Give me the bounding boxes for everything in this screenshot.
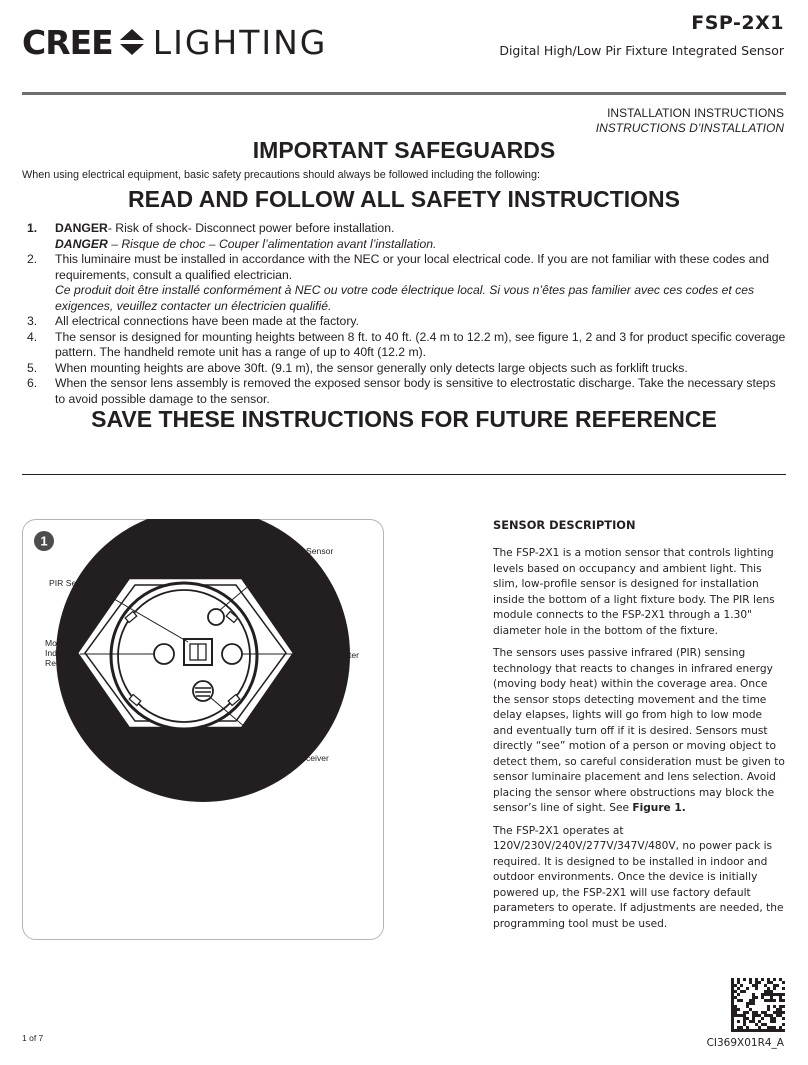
matrix-cell [749, 1008, 752, 1011]
item-number: 4. [27, 329, 38, 344]
matrix-cell [746, 1017, 749, 1020]
matrix-cell [755, 978, 758, 981]
matrix-cell [746, 1029, 749, 1032]
matrix-cell [755, 1014, 758, 1017]
matrix-cell [731, 999, 734, 1002]
matrix-cell [737, 1029, 740, 1032]
matrix-cell [761, 1023, 764, 1026]
matrix-cell [755, 987, 758, 990]
matrix-cell [779, 996, 782, 999]
matrix-cell [743, 1014, 746, 1017]
matrix-cell [767, 1005, 770, 1008]
figure-number: 1 [40, 533, 48, 549]
matrix-cell [767, 993, 770, 996]
matrix-cell [731, 993, 734, 996]
matrix-cell [734, 984, 737, 987]
matrix-cell [752, 984, 755, 987]
matrix-cell [740, 999, 743, 1002]
item-number: 1. [27, 221, 38, 235]
matrix-cell [773, 993, 776, 996]
item-text: This luminaire must be installed in accordance with the NEC or your local electrical code. If you are not familiar with these codes and requirements, consult a qualified electrician. [55, 252, 769, 282]
matrix-cell [746, 1026, 749, 1029]
matrix-cell [746, 1005, 749, 1008]
matrix-cell [776, 1008, 779, 1011]
list-item [22, 221, 786, 252]
matrix-cell [770, 1014, 773, 1017]
figure-1-diagram [22, 519, 384, 940]
list-item [22, 252, 786, 314]
matrix-cell [767, 1008, 770, 1011]
ir-transmitter [222, 644, 242, 664]
installation-label-fr: INSTRUCTIONS D’INSTALLATION [595, 121, 784, 135]
matrix-cell [764, 984, 767, 987]
matrix-cell [773, 1005, 776, 1008]
sensor-description-body [493, 546, 785, 939]
matrix-cell [776, 984, 779, 987]
sensor-description-p1: The FSP-2X1 is a motion sensor that controls lighting levels based on occupancy and ambient light. This slim, low-profile sensor is designed for installation inside the bottom of a light fixture body. The PIR lens module connects to the FSP-2X1 through a 1.30" diameter hole in the bottom of the fixture. [493, 547, 775, 637]
matrix-cell [767, 990, 770, 993]
list-item [22, 376, 786, 407]
matrix-cell [770, 990, 773, 993]
matrix-cell [731, 1023, 734, 1026]
matrix-cell [770, 1020, 773, 1023]
item-text: - Risk of shock- Disconnect power before installation. [107, 221, 395, 235]
matrix-cell [731, 1017, 734, 1020]
matrix-cell [740, 1026, 743, 1029]
ir-receiver [193, 681, 213, 701]
label-motion-indicator-2: Indicator [45, 648, 78, 658]
safety-instructions-list [22, 221, 786, 407]
matrix-cell [773, 1029, 776, 1032]
matrix-cell [779, 1005, 782, 1008]
matrix-cell [779, 1029, 782, 1032]
matrix-cell [782, 999, 785, 1002]
motion-indicator-led [154, 644, 174, 664]
matrix-cell [743, 978, 746, 981]
matrix-cell [755, 1029, 758, 1032]
matrix-cell [752, 1017, 755, 1020]
matrix-cell [743, 1011, 746, 1014]
matrix-cell [755, 981, 758, 984]
matrix-cell [737, 1020, 740, 1023]
model-number: FSP-2X1 [691, 12, 784, 34]
save-instructions-heading: SAVE THESE INSTRUCTIONS FOR FUTURE REFERENCE [91, 406, 717, 432]
matrix-cell [746, 1002, 749, 1005]
matrix-cell [749, 1029, 752, 1032]
matrix-cell [758, 1026, 761, 1029]
list-item [22, 314, 786, 330]
matrix-cell [782, 1017, 785, 1020]
matrix-cell [773, 984, 776, 987]
matrix-cell [749, 978, 752, 981]
matrix-cell [770, 1017, 773, 1020]
matrix-cell [749, 1002, 752, 1005]
list-item [22, 330, 786, 361]
item-number: 5. [27, 360, 38, 375]
matrix-cell [752, 996, 755, 999]
matrix-cell [752, 1002, 755, 1005]
matrix-cell [734, 1029, 737, 1032]
matrix-cell [734, 1014, 737, 1017]
matrix-cell [731, 1014, 734, 1017]
item-text: When mounting heights are above 30ft. (9.1 m), the sensor generally only detects large objects such as forklift trucks. [55, 360, 688, 375]
logo-cree-text: CREE [22, 22, 113, 62]
matrix-cell [734, 1011, 737, 1014]
matrix-cell [761, 996, 764, 999]
matrix-cell [731, 1029, 734, 1032]
matrix-cell [776, 1014, 779, 1017]
matrix-cell [758, 1020, 761, 1023]
matrix-cell [779, 1014, 782, 1017]
installation-label [596, 106, 784, 136]
document-code: CI369X01R4_A [706, 1037, 784, 1049]
item-text-fr: Ce produit doit être installé conformément à NEC ou votre code électrique local. Si vous n’êtes pas familier avec ces codes et ces exigences, veuillez contacter un électricien qualifié. [55, 283, 755, 313]
sensor-description-p3: The FSP-2X1 operates at 120V/230V/240V/277V/347V/480V, no power pack is required. It is designed to be installed in indoor and outdoor environments. Once the device is initially powered up, the FSP-2X1 will use factory default parameters to operate. If adjustments are needed, the programming tool must be used. [493, 824, 784, 930]
sensor-description-heading: SENSOR DESCRIPTION [493, 518, 636, 532]
matrix-cell [734, 1005, 737, 1008]
cree-lighting-logo [22, 20, 327, 64]
matrix-cell [746, 1011, 749, 1014]
matrix-cell [731, 984, 734, 987]
matrix-cell [782, 1029, 785, 1032]
matrix-cell [773, 978, 776, 981]
matrix-cell [743, 1023, 746, 1026]
item-number: 6. [27, 376, 38, 390]
light-sensor [208, 609, 224, 625]
matrix-cell [743, 1017, 746, 1020]
matrix-cell [770, 999, 773, 1002]
item-text: When the sensor lens assembly is removed the exposed sensor body is sensitive to electrostatic discharge. Take the necessary steps to avoid possible damage to the sensor. [55, 376, 776, 406]
matrix-cell [752, 1014, 755, 1017]
installation-label-en: INSTALLATION INSTRUCTIONS [607, 106, 784, 120]
matrix-cell [779, 1026, 782, 1029]
label-motion-indicator-1: Motion [45, 638, 71, 648]
matrix-cell [749, 999, 752, 1002]
matrix-cell [740, 1029, 743, 1032]
matrix-cell [740, 990, 743, 993]
data-matrix-code [731, 978, 785, 1032]
item-text: The sensor is designed for mounting heights between 8 ft. to 40 ft. (2.4 m to 12.2 m), see figure 1, 2 and 3 for product specific coverage pattern. The handheld remote unit has a range of up to 40ft (12.2 m). [55, 329, 786, 359]
matrix-cell [734, 990, 737, 993]
matrix-cell [761, 1017, 764, 1020]
important-safeguards-heading: IMPORTANT SAFEGUARDS [252, 137, 556, 163]
matrix-cell [758, 981, 761, 984]
matrix-cell [731, 978, 734, 981]
matrix-cell [764, 1023, 767, 1026]
matrix-cell [761, 993, 764, 996]
matrix-cell [767, 987, 770, 990]
item-text-fr [55, 237, 786, 253]
matrix-cell [761, 1011, 764, 1014]
matrix-cell [767, 981, 770, 984]
matrix-cell [779, 993, 782, 996]
matrix-cell [752, 1029, 755, 1032]
item-number: 3. [27, 314, 38, 328]
label-light-sensor: Light Sensor [285, 546, 334, 556]
matrix-cell [779, 1011, 782, 1014]
cree-chevron-icon [119, 28, 145, 56]
matrix-cell [779, 978, 782, 981]
matrix-cell [758, 1029, 761, 1032]
matrix-cell [779, 1008, 782, 1011]
matrix-cell [731, 1002, 734, 1005]
matrix-cell [776, 993, 779, 996]
label-motion-indicator-3: Red LED [45, 658, 80, 668]
matrix-cell [731, 981, 734, 984]
matrix-cell [743, 1029, 746, 1032]
matrix-cell [767, 1026, 770, 1029]
sensor-description-p2-text: The sensors uses passive infrared (PIR) sensing technology that reacts to changes in infrared energy (moving body heat) within the coverage area. Once the sensor stops detecting movement and the time delay elapses, lights will go from high to low mode and eventually turn off if it is desired. Sensors must directly “see” motion of a person or moving object to detect them, so careful consideration must be given to sensor luminaire placement and lens selection. Avoid placing the sensor where obstructions may block the sensor’s line of sight. See [493, 647, 785, 814]
matrix-cell [782, 993, 785, 996]
matrix-cell [740, 1014, 743, 1017]
label-pir-sensor: PIR Sensor [49, 578, 93, 588]
matrix-cell [764, 999, 767, 1002]
matrix-cell [773, 1026, 776, 1029]
matrix-cell [752, 993, 755, 996]
matrix-cell [776, 1011, 779, 1014]
matrix-cell [764, 990, 767, 993]
matrix-cell [734, 1008, 737, 1011]
matrix-cell [731, 1005, 734, 1008]
matrix-cell [737, 1014, 740, 1017]
item-text: All electrical connections have been made at the factory. [55, 314, 359, 328]
matrix-cell [782, 1005, 785, 1008]
matrix-cell [755, 996, 758, 999]
matrix-cell [731, 1026, 734, 1029]
matrix-cell [770, 981, 773, 984]
page-number: 1 of 7 [22, 1033, 44, 1043]
section-divider [22, 474, 786, 475]
matrix-cell [731, 987, 734, 990]
matrix-cell [773, 1020, 776, 1023]
matrix-cell [731, 1020, 734, 1023]
matrix-cell [773, 1017, 776, 1020]
matrix-cell [737, 993, 740, 996]
matrix-cell [737, 987, 740, 990]
matrix-cell [764, 993, 767, 996]
matrix-cell [731, 990, 734, 993]
matrix-cell [749, 981, 752, 984]
matrix-cell [737, 981, 740, 984]
safeguards-intro: When using electrical equipment, basic safety precautions should always be followed including the following: [22, 169, 540, 181]
matrix-cell [764, 1029, 767, 1032]
matrix-cell [731, 1008, 734, 1011]
label-ir-transmitter: IR Transmitter [305, 650, 359, 660]
matrix-cell [755, 1023, 758, 1026]
matrix-cell [782, 1023, 785, 1026]
matrix-cell [773, 999, 776, 1002]
matrix-cell [752, 999, 755, 1002]
matrix-cell [737, 1026, 740, 1029]
product-subtitle: Digital High/Low Pir Fixture Integrated Sensor [499, 43, 784, 58]
item-number: 2. [27, 252, 38, 266]
matrix-cell [737, 1008, 740, 1011]
matrix-cell [776, 1029, 779, 1032]
matrix-cell [767, 1014, 770, 1017]
matrix-cell [755, 1011, 758, 1014]
matrix-cell [782, 987, 785, 990]
matrix-cell [767, 999, 770, 1002]
matrix-cell [770, 993, 773, 996]
matrix-cell [779, 999, 782, 1002]
matrix-cell [731, 1011, 734, 1014]
matrix-cell [743, 990, 746, 993]
list-item [22, 361, 786, 377]
matrix-cell [749, 1020, 752, 1023]
matrix-cell [758, 1014, 761, 1017]
matrix-cell [770, 1029, 773, 1032]
header-divider [22, 92, 786, 95]
matrix-cell [743, 1020, 746, 1023]
matrix-cell [773, 1011, 776, 1014]
matrix-cell [770, 996, 773, 999]
danger-text-fr: – Risque de choc – Couper l’alimentation avant l’installation. [107, 236, 437, 251]
matrix-cell [770, 1026, 773, 1029]
logo-lighting-text: LIGHTING [152, 22, 328, 62]
matrix-cell [767, 978, 770, 981]
matrix-cell [731, 996, 734, 999]
matrix-cell [752, 1011, 755, 1014]
matrix-cell [761, 978, 764, 981]
matrix-cell [737, 999, 740, 1002]
matrix-cell [782, 1011, 785, 1014]
matrix-cell [740, 984, 743, 987]
matrix-cell [734, 996, 737, 999]
figure-1-reference: Figure 1. [632, 802, 686, 814]
matrix-cell [764, 1014, 767, 1017]
matrix-cell [767, 1029, 770, 1032]
label-ir-receiver: IR Receiver [284, 753, 329, 763]
matrix-cell [752, 1020, 755, 1023]
matrix-cell [755, 984, 758, 987]
matrix-cell [782, 981, 785, 984]
matrix-cell [746, 987, 749, 990]
danger-label-fr: DANGER [55, 236, 108, 251]
matrix-cell [764, 1011, 767, 1014]
matrix-cell [761, 1029, 764, 1032]
matrix-cell [737, 978, 740, 981]
read-follow-heading: READ AND FOLLOW ALL SAFETY INSTRUCTIONS [128, 186, 680, 212]
matrix-cell [773, 987, 776, 990]
sensor-description-p2 [493, 646, 785, 817]
danger-label: DANGER [55, 221, 108, 235]
